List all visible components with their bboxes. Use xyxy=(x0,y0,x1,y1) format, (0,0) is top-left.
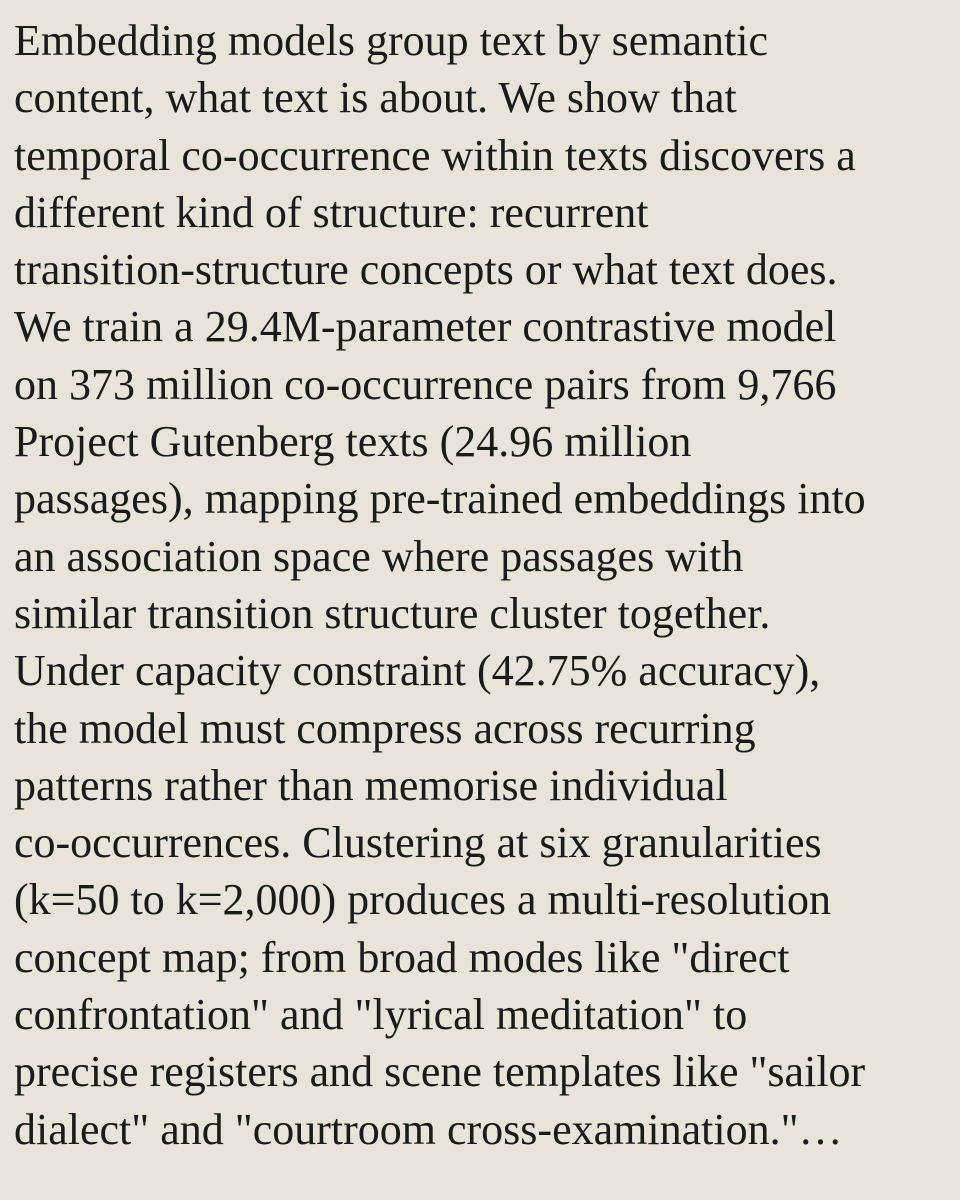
text-line: confrontation" and "lyrical meditation" to xyxy=(14,990,748,1040)
text-line: different kind of structure: recurrent xyxy=(14,187,649,237)
text-line: temporal co-occurrence within texts discovers a xyxy=(14,130,856,180)
text-line: (k=50 to k=2,000) produces a multi-resolution xyxy=(14,875,832,925)
text-line: Project Gutenberg texts (24.96 million xyxy=(14,417,692,467)
text-line: Embedding models group text by semantic xyxy=(14,16,768,65)
text-line: patterns rather than memorise individual xyxy=(14,760,728,810)
text-line: content, what text is about. We show that xyxy=(14,73,737,123)
text-line: similar transition structure cluster together. xyxy=(14,588,771,638)
text-line: the model must compress across recurring xyxy=(14,703,756,753)
text-line: dialect" and "courtroom cross-examination."… xyxy=(14,1104,843,1154)
text-line: transition-structure concepts or what text does. xyxy=(14,245,838,295)
text-line: passages), mapping pre-trained embeddings into xyxy=(14,474,866,524)
text-line: concept map; from broad modes like "direct xyxy=(14,932,790,982)
text-line: We train a 29.4M-parameter contrastive model xyxy=(14,302,837,352)
text-line: precise registers and scene templates like "sailor xyxy=(14,1047,866,1097)
text-line: Under capacity constraint (42.75% accuracy), xyxy=(14,646,821,696)
text-line: co-occurrences. Clustering at six granularities xyxy=(14,818,822,868)
text-line: an association space where passages with xyxy=(14,531,744,581)
text-line: on 373 million co-occurrence pairs from 9,766 xyxy=(14,359,837,409)
abstract-text xyxy=(14,12,954,1158)
